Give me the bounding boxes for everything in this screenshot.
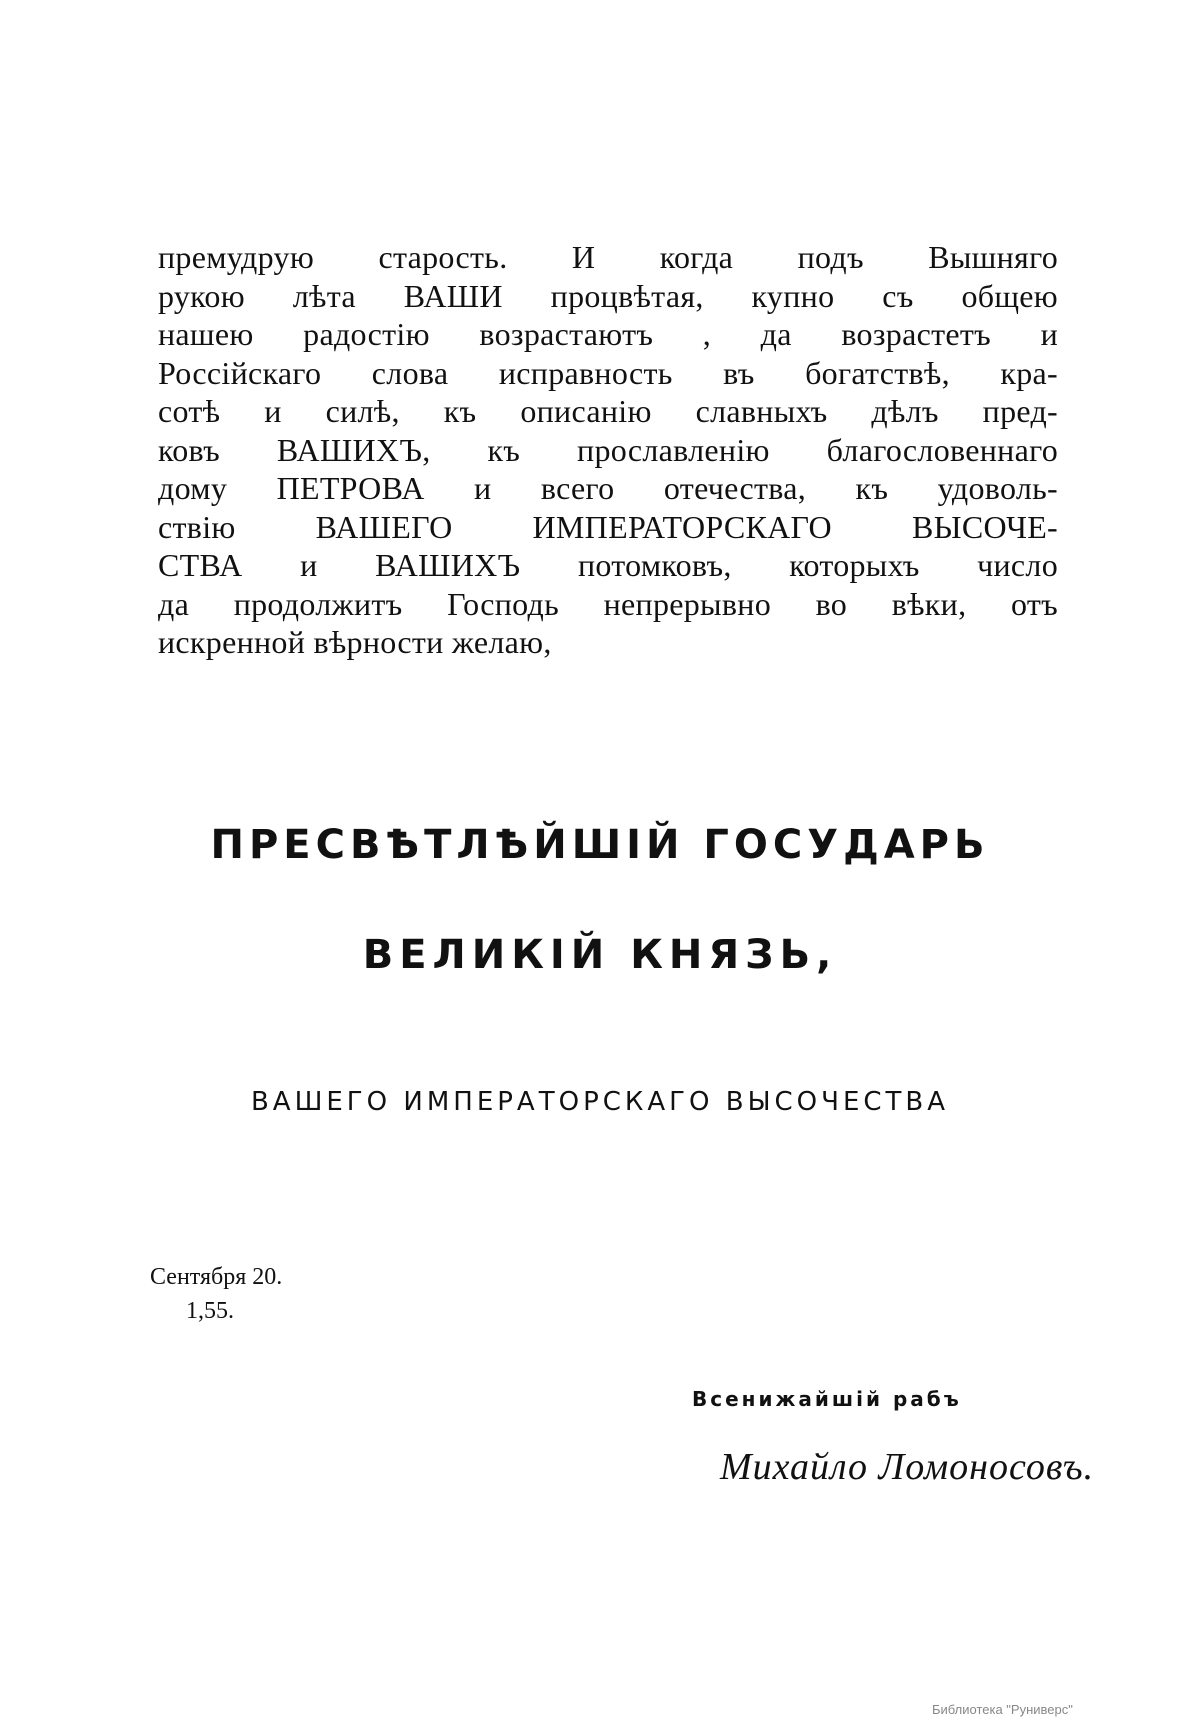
text-line: ковъ ВАШИХЪ, къ прославленiю благословеннаго — [158, 431, 1058, 468]
text-line: сотѣ и силѣ, къ описанiю славныхъ дѣлъ пред- — [158, 393, 1058, 429]
library-watermark: Библиотека "Руниверс" — [932, 1702, 1073, 1717]
author-signature: Михайло Ломоносовъ. — [720, 1446, 1095, 1488]
text-line: Россiйскаго слова исправность въ богатствѣ, кра- — [158, 354, 1058, 391]
date-day: Сентября 20. — [150, 1264, 283, 1290]
dedication-text — [158, 238, 1058, 662]
text-line: да продолжитъ Господь непрерывно во вѣки, отъ — [158, 585, 1058, 622]
closing-formula: Всенижайшiй рабъ — [692, 1387, 962, 1411]
text-line: премудрую старость. И когда подъ Вышняго — [158, 239, 1058, 275]
text-line: нашею радостiю возрастаютъ , да возрастетъ и — [158, 316, 1058, 352]
date-year: 1,55. — [186, 1298, 234, 1324]
text-line: ствiю ВАШЕГО ИМПЕРАТОРСКАГО ВЫСОЧЕ- — [158, 508, 1058, 545]
text-line: СТВА и ВАШИХЪ потомковъ, которыхъ число — [158, 547, 1058, 583]
address-title: ПРЕСВѢТЛѢЙШIЙ ГОСУДАРЬ — [210, 822, 990, 868]
address-subtitle: ВЕЛИКIЙ КНЯЗЬ, — [362, 932, 838, 978]
text-line: рукою лѣта ВАШИ процвѣтая, купно съ общею — [158, 277, 1058, 314]
text-line: дому ПЕТРОВА и всего отечества, къ удоволь- — [158, 470, 1058, 506]
address-honorific: ВАШЕГО ИМПЕРАТОРСКАГО ВЫСОЧЕСТВА — [250, 1087, 950, 1117]
text-line: искренной вѣрности желаю, — [158, 624, 552, 660]
dedication-date — [150, 1260, 282, 1328]
